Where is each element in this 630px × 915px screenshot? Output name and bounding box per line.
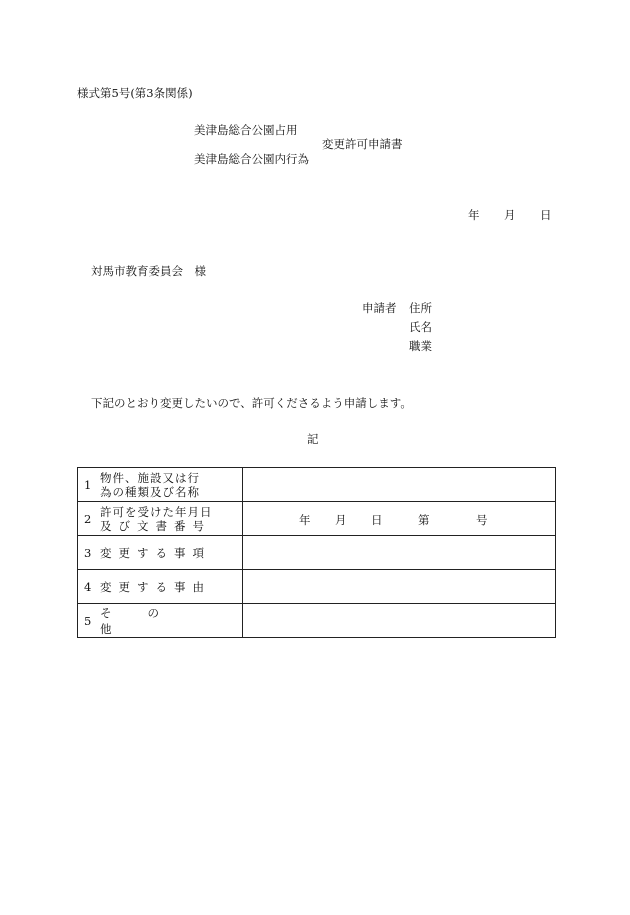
details-table (77, 467, 556, 638)
row-label: 変更する事項 (100, 545, 211, 560)
applicant-name-label: 氏名 (409, 320, 432, 334)
row-number: 1 (84, 477, 92, 492)
row-number: 2 (84, 511, 92, 526)
ki-heading: 記 (307, 432, 319, 446)
applicant-label: 申請者 (362, 301, 397, 315)
statement: 下記のとおり変更したいので、許可くださるよう申請します。 (91, 396, 412, 410)
row-label-cell (78, 570, 243, 604)
row-number: 5 (84, 613, 92, 628)
permit-day-label: 日 (371, 513, 383, 527)
date-month: 月 (504, 208, 516, 222)
change-item-field[interactable] (243, 536, 556, 570)
title-suffix: 変更許可申請書 (322, 137, 403, 151)
row-number: 3 (84, 545, 92, 560)
row-label-line: 許可を受けた年月日 (100, 505, 213, 519)
form-number: 様式第5号(第3条関係) (77, 86, 193, 100)
permit-go-label: 号 (476, 513, 488, 527)
row-number: 4 (84, 579, 92, 594)
applicant-occupation-label: 職業 (409, 339, 432, 353)
row-label: その他 (100, 605, 195, 636)
change-reason-field[interactable] (243, 570, 556, 604)
table-row (78, 468, 556, 502)
other-field[interactable] (243, 604, 556, 638)
row-label: 変更する事由 (100, 579, 211, 594)
row-label-cell (78, 468, 243, 502)
table-row (78, 604, 556, 638)
row-label-cell (78, 604, 243, 638)
row-label-line: 物件、施設又は行 (100, 471, 200, 485)
row-label-line: 及び文書番号 (100, 519, 211, 533)
table-row (78, 502, 556, 536)
permit-dai-label: 第 (418, 513, 430, 527)
permit-month-label: 月 (335, 513, 347, 527)
row-label-line: 為の種類及び名称 (100, 485, 200, 499)
table-row (78, 536, 556, 570)
row-label-cell (78, 536, 243, 570)
date-day: 日 (540, 208, 552, 222)
facility-name-field[interactable] (243, 468, 556, 502)
row-label-cell (78, 502, 243, 536)
addressee: 対馬市教育委員会 様 (91, 264, 206, 278)
date-year: 年 (468, 208, 480, 222)
table-row (78, 570, 556, 604)
applicant-address-label: 住所 (409, 301, 432, 315)
title-line-activity: 美津島総合公園内行為 (194, 152, 309, 166)
title-line-occupancy: 美津島総合公園占用 (194, 123, 298, 137)
permit-date-field[interactable] (243, 502, 556, 536)
permit-year-label: 年 (299, 513, 311, 527)
